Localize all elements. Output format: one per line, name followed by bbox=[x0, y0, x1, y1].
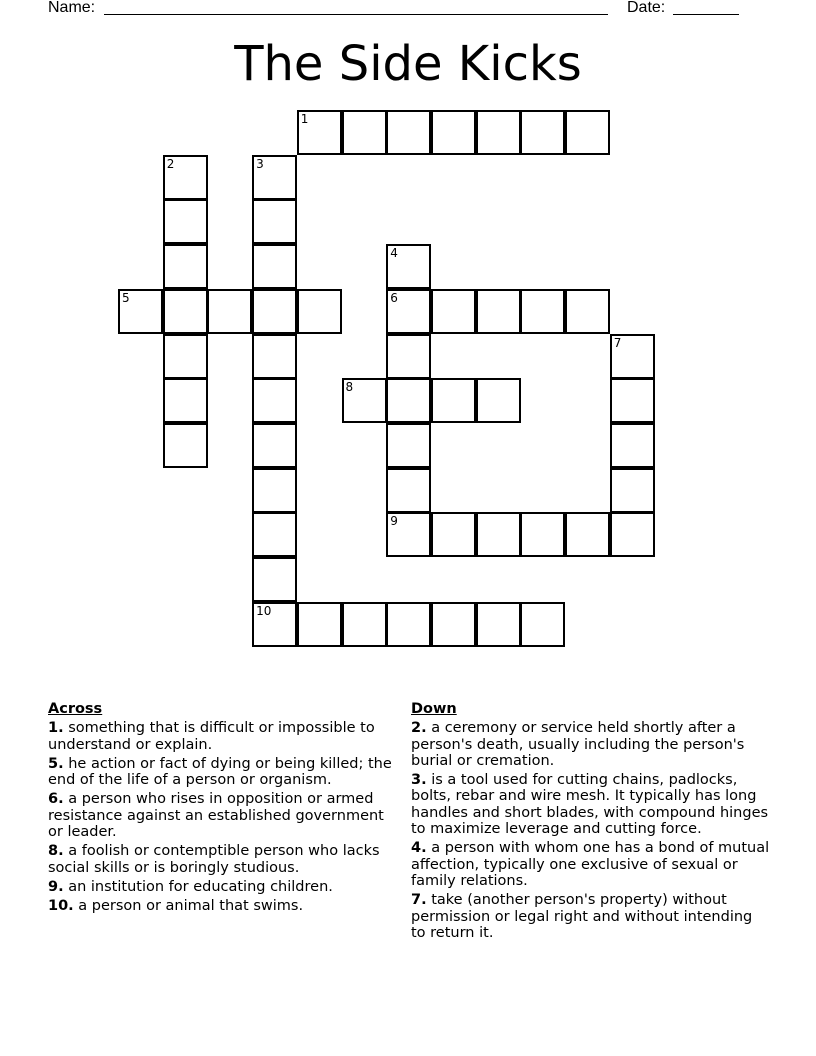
crossword-cell[interactable] bbox=[207, 289, 252, 334]
down-clue bbox=[411, 772, 771, 837]
down-clue bbox=[411, 720, 771, 769]
crossword-cell[interactable] bbox=[342, 378, 387, 423]
crossword-cell[interactable] bbox=[476, 110, 521, 155]
crossword-cell[interactable] bbox=[252, 334, 297, 379]
crossword-cell[interactable] bbox=[386, 468, 431, 513]
crossword-cell[interactable] bbox=[520, 512, 565, 557]
crossword-cell[interactable] bbox=[476, 602, 521, 647]
crossword-cell[interactable] bbox=[163, 334, 208, 379]
clue-text: he action or fact of dying or being killed; the end of the life of a person or organism. bbox=[48, 755, 392, 789]
cell-number: 5 bbox=[122, 290, 130, 305]
across-clue bbox=[48, 898, 398, 914]
down-clues bbox=[411, 701, 771, 944]
clue-text: a foolish or contemptible person who lacks social skills or is boringly studious. bbox=[48, 843, 380, 876]
crossword-cell[interactable] bbox=[252, 602, 297, 647]
crossword-cell[interactable] bbox=[163, 378, 208, 423]
down-heading: Down bbox=[411, 701, 457, 717]
clue-number: 9. bbox=[48, 878, 64, 895]
crossword-cell[interactable] bbox=[297, 289, 342, 334]
crossword-cell[interactable] bbox=[386, 289, 431, 334]
crossword-cell[interactable] bbox=[610, 468, 655, 513]
crossword-cell[interactable] bbox=[476, 378, 521, 423]
name-label: Name: bbox=[48, 0, 96, 16]
crossword-cell[interactable] bbox=[163, 199, 208, 244]
cell-number: 4 bbox=[390, 246, 398, 261]
across-clue bbox=[48, 756, 398, 789]
crossword-cell[interactable] bbox=[386, 244, 431, 289]
clue-number: 10. bbox=[48, 898, 74, 915]
crossword-cell[interactable] bbox=[252, 199, 297, 244]
crossword-cell[interactable] bbox=[252, 512, 297, 557]
crossword-cell[interactable] bbox=[610, 378, 655, 423]
clue-number: 8. bbox=[48, 843, 64, 860]
crossword-cell[interactable] bbox=[610, 334, 655, 379]
crossword-cell[interactable] bbox=[252, 244, 297, 289]
crossword-cell[interactable] bbox=[565, 289, 610, 334]
date-field[interactable] bbox=[673, 14, 739, 15]
crossword-cell[interactable] bbox=[520, 289, 565, 334]
clue-text: is a tool used for cutting chains, padlocks, bolts, rebar and wire mesh. It typically has long handles and short blades, with compound hinges to maximize leverage and cutting force. bbox=[411, 772, 769, 838]
crossword-cell[interactable] bbox=[297, 110, 342, 155]
cell-number: 8 bbox=[345, 380, 354, 395]
across-clue bbox=[48, 843, 398, 876]
across-clue bbox=[48, 791, 398, 840]
crossword-cell[interactable] bbox=[163, 155, 208, 200]
crossword-cell[interactable] bbox=[431, 110, 476, 155]
crossword-cell[interactable] bbox=[386, 334, 431, 379]
clue-number: 1. bbox=[48, 720, 64, 737]
clue-number: 2. bbox=[411, 720, 427, 737]
crossword-cell[interactable] bbox=[163, 244, 208, 289]
puzzle-title: The Side Kicks bbox=[234, 36, 582, 92]
across-clue bbox=[48, 879, 398, 895]
crossword-cell[interactable] bbox=[252, 289, 297, 334]
cell-number: 7 bbox=[613, 335, 622, 350]
crossword-cell[interactable] bbox=[431, 602, 476, 647]
clue-number: 5. bbox=[48, 755, 64, 772]
crossword-cell[interactable] bbox=[386, 110, 431, 155]
down-clue bbox=[411, 892, 771, 941]
clue-text: a person with whom one has a bond of mutual affection, typically one exclusive of sexual or family relations. bbox=[411, 840, 770, 889]
down-clue bbox=[411, 840, 771, 889]
name-date-header bbox=[0, 0, 816, 20]
clue-number: 3. bbox=[411, 772, 427, 789]
across-clues bbox=[48, 701, 398, 918]
crossword-cell[interactable] bbox=[386, 378, 431, 423]
crossword-cell[interactable] bbox=[476, 512, 521, 557]
crossword-cell[interactable] bbox=[163, 289, 208, 334]
crossword-cell[interactable] bbox=[520, 602, 565, 647]
crossword-cell[interactable] bbox=[610, 423, 655, 468]
crossword-cell[interactable] bbox=[386, 602, 431, 647]
crossword-cell[interactable] bbox=[252, 155, 297, 200]
crossword-cell[interactable] bbox=[431, 512, 476, 557]
cell-number: 6 bbox=[390, 290, 398, 305]
crossword-cell[interactable] bbox=[342, 110, 387, 155]
cell-number: 10 bbox=[256, 603, 272, 618]
crossword-cell[interactable] bbox=[252, 557, 297, 602]
crossword-cell[interactable] bbox=[342, 602, 387, 647]
clue-text: a person who rises in opposition or armed resistance against an established government or leader. bbox=[48, 791, 384, 841]
crossword-cell[interactable] bbox=[431, 289, 476, 334]
crossword-cell[interactable] bbox=[476, 289, 521, 334]
crossword-cell[interactable] bbox=[431, 378, 476, 423]
clue-text: take (another person's property) without permission or legal right and without intending to return it. bbox=[411, 892, 753, 941]
clue-number: 7. bbox=[411, 892, 427, 909]
crossword-cell[interactable] bbox=[118, 289, 163, 334]
clue-number: 6. bbox=[48, 791, 64, 808]
crossword-cell[interactable] bbox=[297, 602, 342, 647]
crossword-cell[interactable] bbox=[520, 110, 565, 155]
name-field[interactable] bbox=[104, 14, 608, 15]
clue-text: a ceremony or service held shortly after a person's death, usually including the person's burial or cremation. bbox=[411, 720, 745, 769]
cell-number: 2 bbox=[166, 156, 175, 171]
clue-number: 4. bbox=[411, 840, 427, 857]
cell-number: 9 bbox=[390, 514, 398, 529]
clue-text: an institution for educating children. bbox=[68, 878, 333, 895]
clue-text: a person or animal that swims. bbox=[78, 898, 304, 915]
crossword-cell[interactable] bbox=[565, 512, 610, 557]
crossword-cell[interactable] bbox=[386, 512, 431, 557]
crossword-cell[interactable] bbox=[163, 423, 208, 468]
crossword-cell[interactable] bbox=[386, 423, 431, 468]
clue-text: something that is difficult or impossible to understand or explain. bbox=[48, 720, 375, 753]
crossword-cell[interactable] bbox=[252, 468, 297, 513]
crossword-cell[interactable] bbox=[252, 423, 297, 468]
crossword-cell[interactable] bbox=[610, 512, 655, 557]
crossword-cell[interactable] bbox=[565, 110, 610, 155]
crossword-cell[interactable] bbox=[252, 378, 297, 423]
date-label: Date: bbox=[627, 0, 666, 16]
cell-number: 1 bbox=[300, 112, 309, 126]
cell-number: 3 bbox=[256, 156, 264, 171]
across-clue bbox=[48, 720, 398, 753]
across-heading: Across bbox=[48, 701, 103, 717]
